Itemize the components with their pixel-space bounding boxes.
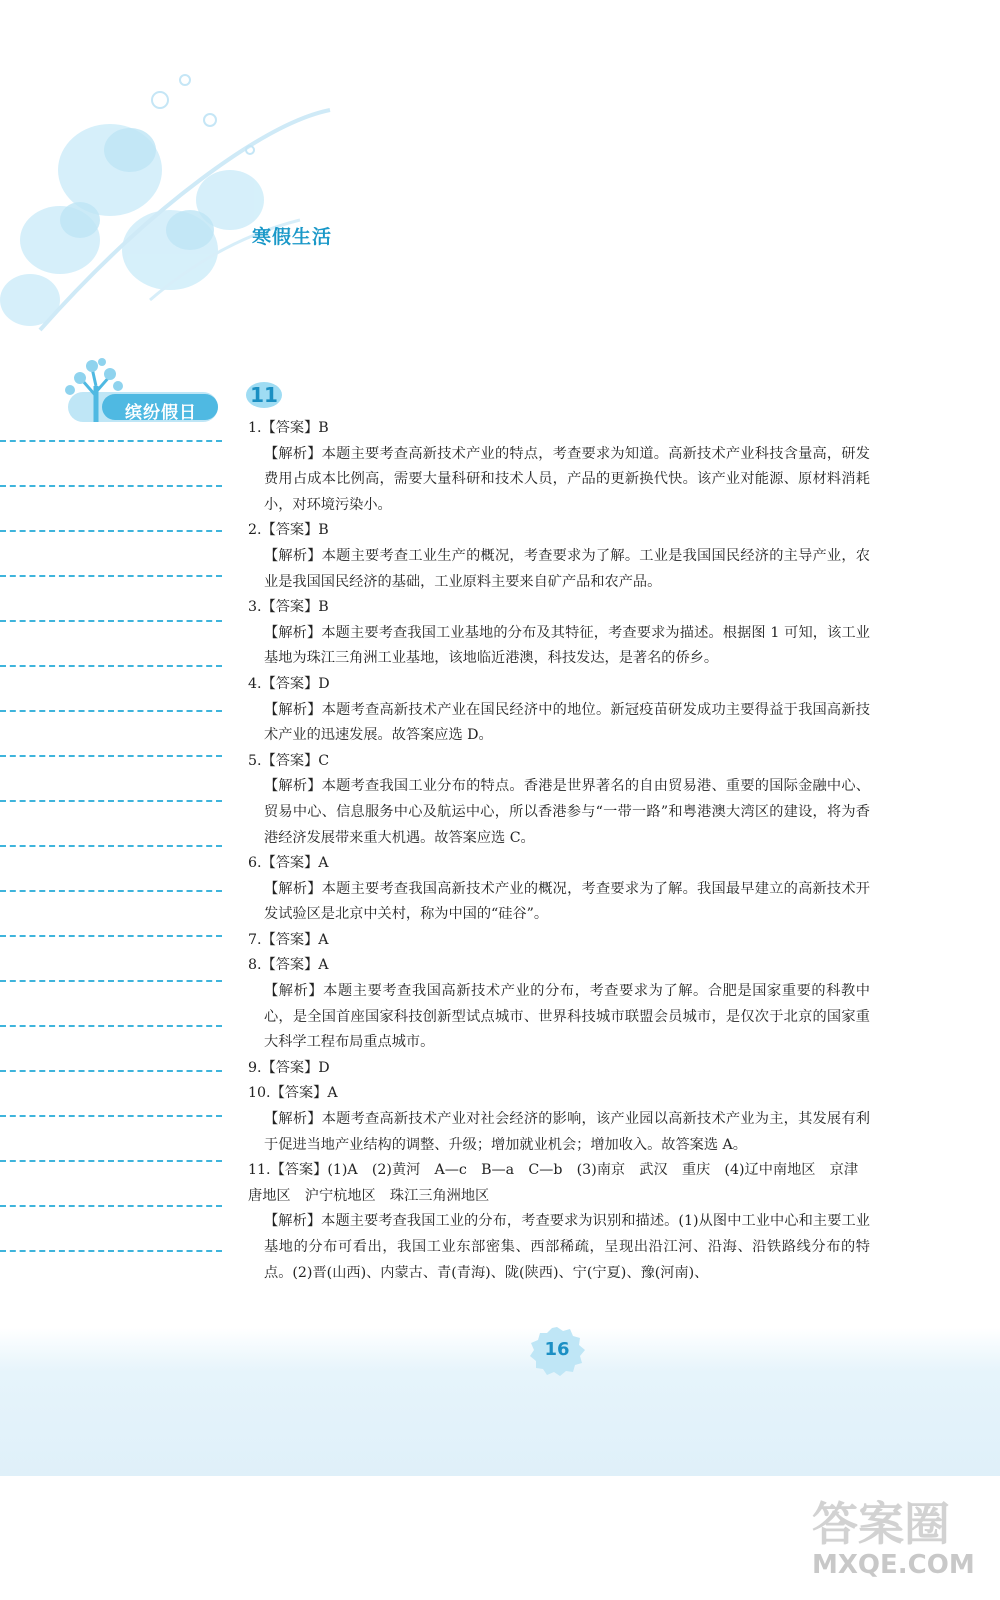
answer-content [248, 416, 870, 1286]
explanation: 【解析】本题考查我国工业分布的特点。香港是世界著名的自由贸易港、重要的国际金融中心、贸易中心、信息服务中心及航运中心，所以香港参与“一带一路”和粤港澳大湾区的建设，将为香港经济发展带来重大机遇。故答案应选 C。 [264, 778, 870, 846]
watermark-url: MXQE.COM [812, 1550, 975, 1580]
note-line [0, 1070, 222, 1072]
note-line [0, 890, 222, 892]
note-line [0, 710, 222, 712]
sidebar-badge-label: 缤纷假日 [125, 403, 197, 423]
note-line [0, 440, 222, 442]
note-line [0, 665, 222, 667]
note-lines [0, 440, 230, 1295]
answer-line: 11.【答案】(1)A (2)黄河 A—c B—a C—b (3)南京 武汉 重庆 (4)辽中南地区 京津唐地区 沪宁杭地区 珠江三角洲地区 [248, 1162, 859, 1204]
note-line [0, 1160, 222, 1162]
section-badge [246, 382, 282, 408]
answer-line: 8.【答案】A [248, 957, 329, 974]
answer-line: 3.【答案】B [248, 599, 329, 616]
page-number: 16 [544, 1339, 570, 1360]
note-line [0, 1250, 222, 1252]
answer-line: 2.【答案】B [248, 522, 329, 539]
note-line [0, 755, 222, 757]
note-line [0, 845, 222, 847]
explanation: 【解析】本题主要考查工业生产的概况，考查要求为了解。工业是我国国民经济的主导产业，农业是我国国民经济的基础，工业原料主要来自矿产品和农产品。 [264, 547, 870, 590]
note-line [0, 1115, 222, 1117]
explanation: 【解析】本题主要考查我国高新技术产业的分布，考查要求为了解。合肥是国家重要的科教中心，是全国首座国家科技创新型试点城市、世界科技城市联盟会员城市，是仅次于北京的国家重大科学工程布局重点城市。 [264, 983, 870, 1051]
answer-line: 7.【答案】A [248, 931, 329, 948]
section-number: 11 [250, 383, 278, 407]
note-line [0, 980, 222, 982]
explanation: 【解析】本题主要考查我国工业的分布，考查要求为识别和描述。(1)从图中工业中心和主要工业基地的分布可看出，我国工业东部密集、西部稀疏，呈现出沿江河、沿海、沿铁路线分布的特点。(2)晋(山西)、内蒙古、青(青海)、陇(陕西)、宁(宁夏)、豫(河南)、 [264, 1213, 870, 1281]
page-number-badge [527, 1325, 587, 1379]
flower-decoration [0, 0, 420, 360]
watermark-logo: 答案圈 [812, 1497, 950, 1551]
note-line [0, 575, 222, 577]
explanation: 【解析】本题主要考查我国高新技术产业的概况，考查要求为了解。我国最早建立的高新技术开发试验区是北京中关村，称为中国的“硅谷”。 [264, 880, 870, 923]
answer-line: 4.【答案】D [248, 675, 330, 692]
explanation: 【解析】本题考查高新技术产业对社会经济的影响，该产业园以高新技术产业为主，其发展有利于促进当地产业结构的调整、升级；增加就业机会；增加收入。故答案选 A。 [264, 1111, 870, 1153]
tree-badge [62, 356, 232, 436]
answer-line: 6.【答案】A [248, 855, 329, 872]
note-line [0, 485, 222, 487]
note-line [0, 1025, 222, 1027]
note-line [0, 1205, 222, 1207]
page-footer-band [0, 1328, 1000, 1476]
answer-line: 9.【答案】D [248, 1059, 330, 1076]
note-line [0, 530, 222, 532]
answer-line: 5.【答案】C [248, 752, 330, 769]
note-line [0, 800, 222, 802]
answer-line: 10.【答案】A [248, 1085, 338, 1102]
explanation: 【解析】本题考查高新技术产业在国民经济中的地位。新冠疫苗研发成功主要得益于我国高新技术产业的迅速发展。故答案应选 D。 [264, 701, 870, 744]
explanation: 【解析】本题主要考查我国工业基地的分布及其特征，考查要求为描述。根据图 1 可知，该工业基地为珠江三角洲工业基地，该地临近港澳，科技发达，是著名的侨乡。 [264, 624, 870, 667]
note-line [0, 935, 222, 937]
answer-line: 1.【答案】B [248, 420, 329, 436]
explanation: 【解析】本题主要考查高新技术产业的特点，考查要求为知道。高新技术产业科技含量高，研发费用占成本比例高，需要大量科研和技术人员，产品的更新换代快。该产业对能源、原材料消耗小，对环境污染小。 [264, 445, 870, 513]
header-title: 寒假生活 [252, 226, 333, 248]
note-line [0, 620, 222, 622]
